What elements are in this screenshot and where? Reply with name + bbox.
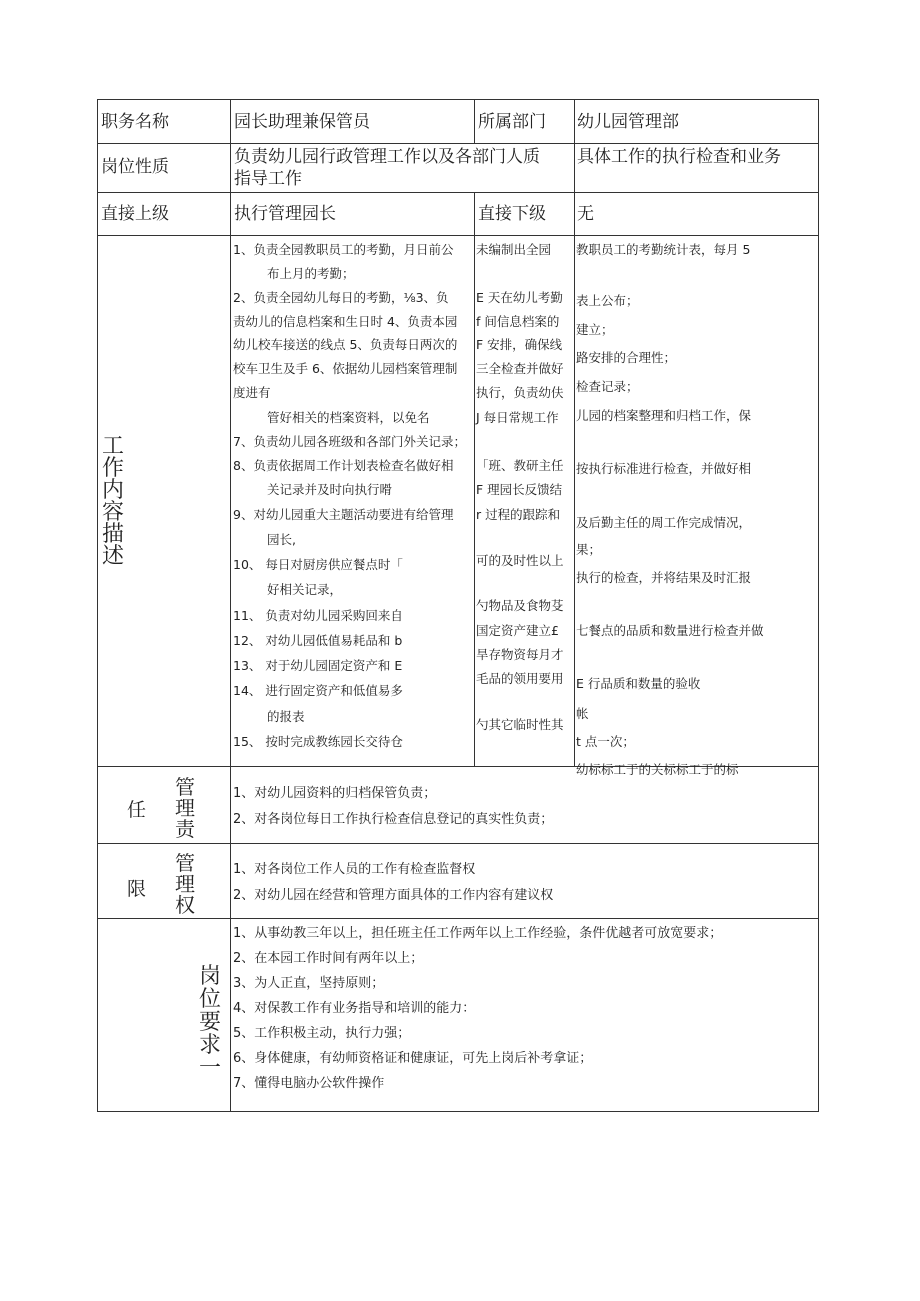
work-item-fragment: r 过程的跟踪和	[476, 507, 561, 522]
position-nature-line1: 负责幼儿园行政管理工作以及各部门人质	[234, 147, 540, 167]
direct-subordinate-value: 无	[577, 204, 594, 224]
work-item-fragment: F 安排，确保线	[476, 337, 563, 352]
position-nature-right: 具体工作的执行检查和业务	[577, 147, 781, 167]
work-item-line: 14、 进行固定资产和低值易多	[233, 683, 403, 698]
work-item-fragment: 执行，负责幼伕	[476, 385, 564, 400]
responsibility-left-char: 任	[127, 799, 147, 821]
work-item-fragment: 可的及时性以上	[476, 553, 564, 568]
work-item-fragment: J 每日常规工作	[476, 410, 559, 425]
work-item-fragment: E 行品质和数量的验收	[576, 676, 701, 691]
row-divider	[97, 843, 819, 844]
work-item-fragment: 儿园的档案整理和归档工作，保	[576, 408, 752, 423]
title-char: 理	[175, 796, 195, 820]
position-nature-line2: 指导工作	[234, 169, 302, 189]
work-item-fragment: 及后勤主任的周工作完成情况，	[576, 515, 752, 530]
title-char: 内	[101, 478, 124, 503]
work-item-fragment: 果；	[576, 542, 602, 557]
authority-item: 1、对各岗位工作人员的工作有检查监督权	[233, 862, 476, 877]
title-char: 作	[101, 456, 124, 481]
row-divider	[97, 143, 819, 144]
requirement-item: 4、对保教工作有业务指导和培训的能力：	[233, 1001, 476, 1016]
position-requirements-title	[196, 965, 224, 1080]
work-item-line: 1、负责全园教职员工的考勤，月日前公	[233, 242, 454, 257]
requirement-item: 2、在本园工作时间有两年以上；	[233, 951, 424, 966]
title-char: 求	[198, 1033, 221, 1058]
title-char: 管	[175, 851, 195, 875]
work-item-line: 13、 对于幼儿园固定资产和 E	[233, 658, 403, 673]
work-item-fragment: 毛品的领用要用	[476, 671, 564, 686]
work-item-line: 关记录并及时向执行嗗	[267, 482, 393, 497]
title-char: 岗	[198, 964, 221, 989]
work-item-fragment: 执行的检查，并将结果及时汇报	[576, 570, 752, 585]
work-content-column-3	[575, 236, 818, 777]
work-content-column-1	[231, 236, 474, 766]
work-item-line: 10、 每日对厨房供应餐点时「	[233, 557, 403, 572]
work-item-fragment: 路安排的合理性；	[576, 350, 677, 365]
work-item-line: 管好相关的档案资料，以免名	[267, 410, 430, 425]
title-char: 工	[101, 434, 124, 459]
authority-item: 2、对幼儿园在经营和管理方面具体的工作内容有建议权	[233, 888, 554, 903]
column-divider	[474, 99, 475, 143]
work-item-fragment: 「班、教研主任	[476, 458, 564, 473]
title-char: 管	[175, 775, 195, 799]
title-char: 描	[101, 522, 124, 547]
title-char: 述	[101, 544, 124, 569]
requirement-item: 6、身体健康，有幼师资格证和健康证，可先上岗后补考拿证；	[233, 1051, 593, 1066]
requirement-item: 3、为人正直，坚持原则；	[233, 976, 385, 991]
work-item-line: 的报表	[267, 709, 305, 724]
department-label: 所属部门	[478, 112, 546, 132]
work-item-fragment: 勺其它临时性其	[476, 717, 564, 732]
row-divider	[97, 918, 819, 919]
work-item-fragment: 未编制出全园	[476, 242, 552, 257]
work-item-fragment: 建立；	[576, 322, 614, 337]
work-item-line: 15、 按时完成教练园长交待仓	[233, 734, 403, 749]
direct-superior-value: 执行管理园长	[234, 204, 336, 224]
work-item-line: 12、 对幼儿园低值易耗品和 b	[233, 633, 403, 648]
work-item-line: 园长,	[267, 532, 296, 547]
management-authority-title	[172, 853, 198, 916]
work-item-line: 11、 负责对幼儿园采购回来自	[233, 608, 403, 623]
requirement-item: 1、从事幼教三年以上，担任班主任工作两年以上工作经验，条件优越者可放宽要求；	[233, 926, 723, 941]
title-char: 要	[198, 1010, 221, 1035]
work-item-fragment: 勺物品及食物芟	[476, 598, 564, 613]
work-item-fragment: 表上公布；	[576, 293, 639, 308]
position-nature-label: 岗位性质	[101, 157, 169, 177]
work-item-fragment: 按执行标准进行检查，并做好相	[576, 461, 752, 476]
work-item-fragment: 三全检查并做好	[476, 361, 564, 376]
title-char: 理	[175, 872, 195, 896]
work-item-fragment: E 天在幼儿考勤	[476, 290, 563, 305]
work-item-fragment: 旱存物资每月才	[476, 647, 564, 662]
work-item-fragment: 国定资产建立£	[476, 623, 559, 638]
work-item-line: 幼儿校车接送的线点 5、负责每日两次的	[233, 337, 458, 352]
job-title-label: 职务名称	[101, 112, 169, 132]
work-item-fragment: 检查记录；	[576, 379, 639, 394]
direct-subordinate-label: 直接下级	[478, 204, 546, 224]
work-item-fragment: 帐	[576, 706, 589, 721]
work-item-line: 8、负责依据周工作计划表检查名做好相	[233, 458, 454, 473]
work-item-fragment: 教职员工的考勤统计表，每月 5	[576, 242, 751, 257]
work-item-fragment: 七餐点的品质和数量进行检查并做	[576, 623, 764, 638]
work-item-line: 布上月的考勤；	[267, 266, 355, 281]
work-item-fragment: 幼标标工于的关标标工于的标	[576, 762, 739, 777]
work-content-title	[98, 436, 128, 568]
work-content-column-2	[475, 236, 574, 766]
work-item-line: 校车卫生及手 6、依据幼儿园档案管理制	[233, 361, 458, 376]
work-item-line: 7、负责幼儿园各班级和各部门外关记录；	[233, 434, 466, 449]
title-char: 位	[198, 987, 221, 1012]
authority-left-char: 限	[127, 878, 147, 900]
work-item-line: 度进有	[233, 385, 271, 400]
responsibility-item: 2、对各岗位每日工作执行检查信息登记的真实性负责；	[233, 812, 554, 827]
responsibility-item: 1、对幼儿园资料的归档保管负责；	[233, 786, 437, 801]
requirement-item: 7、懂得电脑办公软件操作	[233, 1076, 385, 1091]
requirement-item: 5、工作积极主动，执行力强；	[233, 1026, 411, 1041]
work-item-line: 好相关记录，	[267, 582, 343, 597]
department-value: 幼儿园管理部	[577, 112, 679, 132]
work-item-fragment: t 点一次；	[576, 734, 635, 749]
work-item-line: 2、负责全园幼儿每日的考勤，⅛3、负	[233, 290, 449, 305]
work-item-line: 9、对幼儿园重大主题活动要进有给管理	[233, 507, 454, 522]
work-item-fragment: f 间信息档案的	[476, 314, 560, 329]
row-divider	[97, 192, 819, 193]
title-char: 容	[101, 500, 124, 525]
job-title-value: 园长助理兼保管员	[234, 112, 370, 132]
title-char: 权	[175, 893, 195, 917]
title-char: 责	[175, 817, 195, 841]
work-item-fragment: F 理园长反馈结	[476, 482, 563, 497]
management-responsibility-title	[172, 777, 198, 840]
title-char: 一	[198, 1056, 221, 1081]
work-item-line: 责幼儿的信息档案和生日时 4、负责本园	[233, 314, 458, 329]
direct-superior-label: 直接上级	[101, 204, 169, 224]
